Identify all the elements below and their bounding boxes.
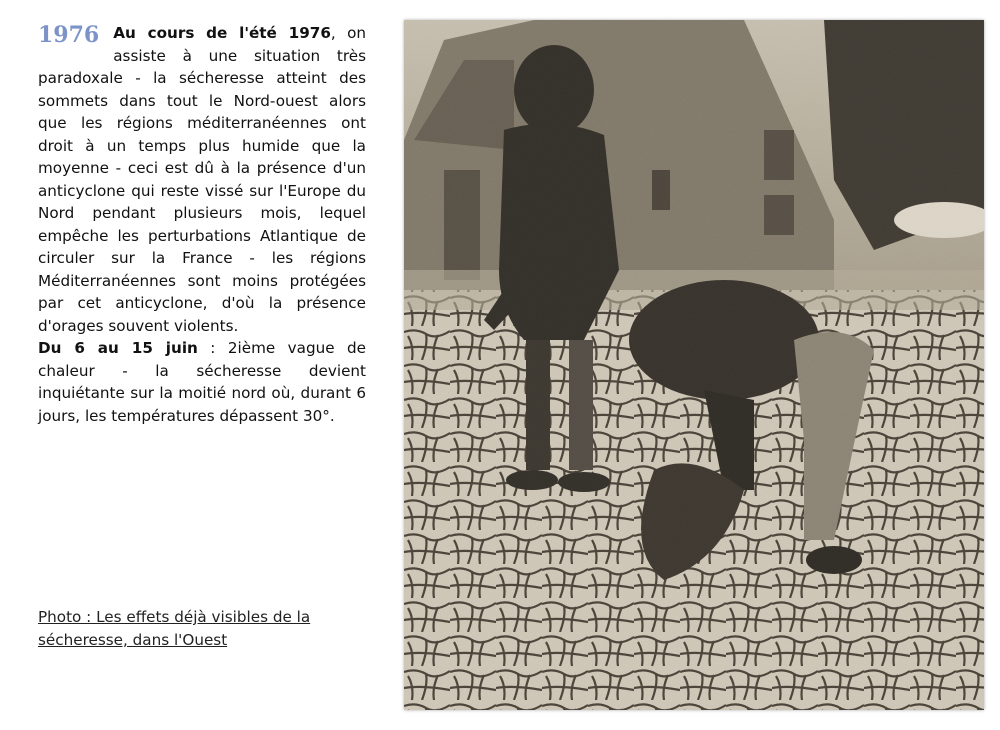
paragraph-intro (38, 22, 366, 337)
year-heading: 1976 (38, 22, 100, 48)
paragraph-2-text: : 2ième vague de chaleur - la sécheresse devient inquiétante sur la moitié nord où, durant 6 jours, les températures dépassent 30°. (38, 339, 366, 425)
paragraph-heatwave (38, 337, 366, 427)
lead-text: Au cours de l'été 1976 (113, 24, 331, 42)
drought-photo (404, 20, 984, 710)
paragraph-1-text: , on assiste à une situation très paradoxale - la sécheresse atteint des sommets dans tout le Nord-ouest alors que les régions méditerranéennes ont droit à un temps plus humide que la moyenne - ceci est dû à la présence d'un anticyclone qui reste vissé sur l'Europe du Nord pendant plusieurs mois, lequel empêche les perturbations Atlantique de circuler sur la France - les régions Méditerranéennes sont moins protégées par cet anticyclone, d'où la présence d'orages souvent violents. (38, 24, 367, 335)
article-text (38, 22, 366, 427)
photo-caption: Photo : Les effets déjà visibles de la sécheresse, dans l'Ouest (38, 608, 311, 649)
drought-photo-illustration (404, 20, 984, 710)
heatwave-date: Du 6 au 15 juin (38, 339, 198, 357)
